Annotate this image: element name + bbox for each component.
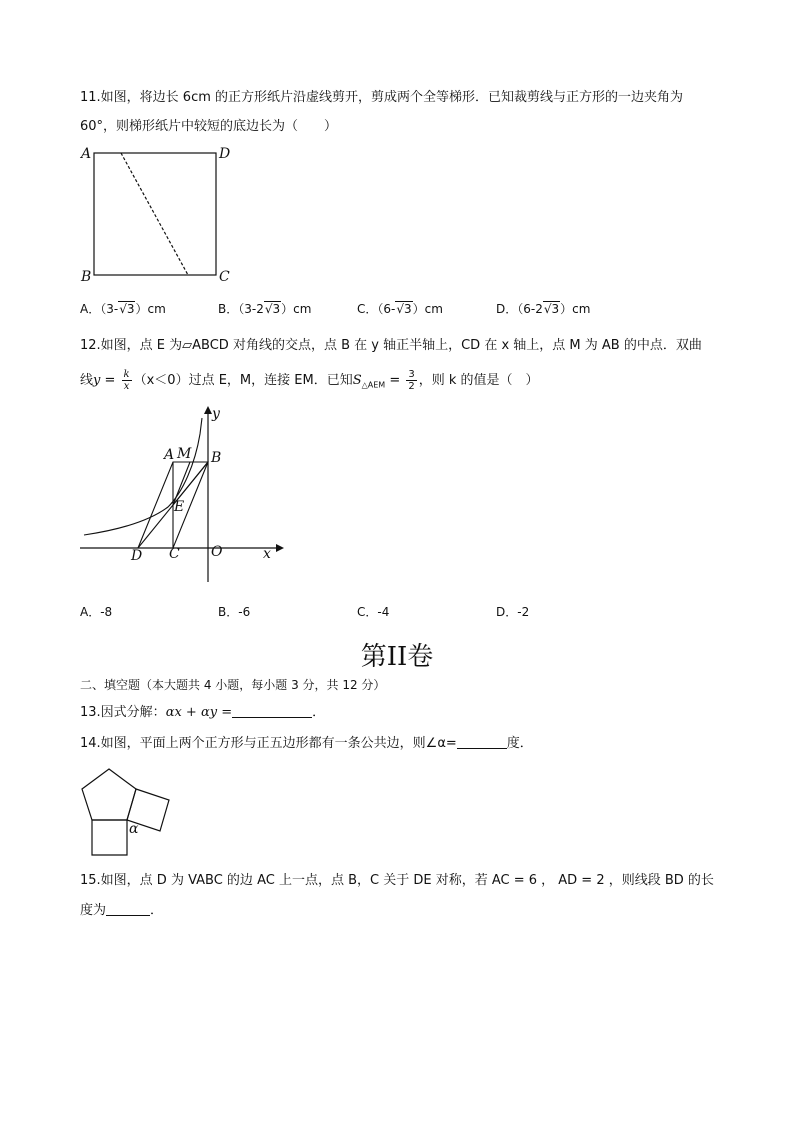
q12-option-a[interactable]: A．-8 [80,605,113,619]
q15-line1: 15.如图，点 D 为 VABC 的边 AC 上一点，点 B，C 关于 DE 对称，若 AC = 6 ， AD = 2 ，则线段 BD 的长 [80,873,714,888]
q12-line1: 12.如图，点 E 为▱ABCD 对角线的交点，点 B 在 y 轴正半轴上，CD 在 x 轴上，点 M 为 AB 的中点．双曲 [80,338,702,353]
q11-option-b[interactable]: B．（3-2√3）cm [218,302,312,316]
q12-fraction-k-over-x: $\frac{k}{x}$ [123,369,130,392]
q14-alpha-label: α [129,821,139,837]
q11-label-b: B [81,269,92,285]
q11-option-d[interactable]: D．（6-2√3）cm [496,302,591,316]
q12-option-c[interactable]: C．-4 [357,605,390,619]
q12-label-e: E [174,499,185,515]
q12-label-m: M [177,446,192,462]
q12-coordinate-figure [78,404,288,586]
part2-header: 二、填空题（本大题共 4 小题，每小题 3 分，共 12 分） [80,678,386,692]
section-title: 第II卷 [360,642,434,672]
q12-label-d: D [131,548,143,564]
q12-label-a: A [164,447,175,463]
q12-label-b: B [211,450,222,466]
q14-line: 14.如图，平面上两个正方形与正五边形都有一条公共边，则∠α= 度． [80,736,533,751]
q11-line1: 11.如图，将边长 6cm 的正方形纸片沿虚线剪开，剪成两个全等梯形．已知裁剪线与正方形的一边夹角为 [80,90,684,105]
q12-label-c: C [169,546,180,562]
q14-pentagon-squares-figure [78,764,178,859]
q11-square-figure [78,142,248,284]
q11-label-c: C [219,269,230,285]
q12-label-x: x [263,546,271,562]
q13-line: 13.因式分解：αx + αy = ． [80,705,326,720]
q12-label-y: y [212,406,220,422]
q12-label-o: O [211,544,223,560]
q12-line2: 线y = $\frac{k}{x}$ （x＜0）过点 E，M，连接 EM．已知$S_{\triangle AEM}$ = $\frac{3}{2}$ ，则 k 的值是（ ） [80,369,539,392]
q14-answer-blank[interactable] [457,734,507,749]
q15-line2: 度为 ． [80,903,164,918]
q11-label-a: A [81,146,92,162]
q11-label-d: D [219,146,231,162]
q13-answer-blank[interactable] [232,703,312,718]
q11-option-c[interactable]: C．（6-√3）cm [357,302,443,316]
q15-answer-blank[interactable] [106,901,150,916]
q12-fraction-three-halves: $\frac{3}{2}$ [408,369,415,392]
q11-option-a[interactable]: A．（3-√3）cm [80,302,166,316]
q11-line2: 60°，则梯形纸片中较短的底边长为（ ） [80,119,338,134]
q12-option-b[interactable]: B．-6 [218,605,251,619]
q12-option-d[interactable]: D．-2 [496,605,530,619]
